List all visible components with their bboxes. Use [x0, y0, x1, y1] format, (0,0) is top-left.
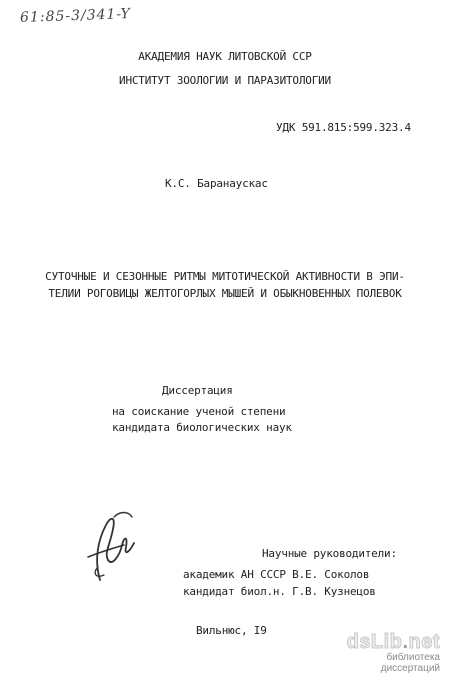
supervisors-label: Научные руководители:	[262, 547, 397, 560]
institute-name: ИНСТИТУТ ЗООЛОГИИ И ПАРАЗИТОЛОГИИ	[119, 74, 331, 87]
udc-code: УДК 591.815:599.323.4	[276, 121, 411, 134]
document-type-label: Диссертация	[162, 384, 233, 397]
dissertation-title-line-2: ТЕЛИИ РОГОВИЦЫ ЖЕЛТОГОРЛЫХ МЫШЕЙ И ОБЫКНОВЕННЫХ ПОЛЕВОК	[48, 287, 402, 300]
supervisor-2: кандидат биол.н. Г.В. Кузнецов	[183, 585, 376, 598]
dissertation-title-line-1: СУТОЧНЫЕ И СЕЗОННЫЕ РИТМЫ МИТОТИЧЕСКОЙ АКТИВНОСТИ В ЭПИ-	[45, 270, 405, 283]
author-name: К.С. Баранаускас	[165, 177, 268, 190]
place-and-year: Вильнюс, I9	[196, 624, 267, 637]
dslib-watermark	[330, 631, 440, 674]
degree-line-1: на соискание ученой степени	[112, 405, 286, 418]
supervisor-1: академик АН СССР В.Е. Соколов	[183, 568, 370, 581]
handwritten-signature	[80, 505, 140, 585]
academy-name: АКАДЕМИЯ НАУК ЛИТОВСКОЙ ССР	[138, 50, 312, 63]
degree-line-2: кандидата биологических наук	[112, 421, 292, 434]
dslib-logo: dsLib.net	[346, 631, 440, 653]
dslib-subtitle: библиотека диссертаций	[380, 652, 440, 674]
handwritten-archive-note: 61:85-3/341-Y	[19, 6, 132, 26]
